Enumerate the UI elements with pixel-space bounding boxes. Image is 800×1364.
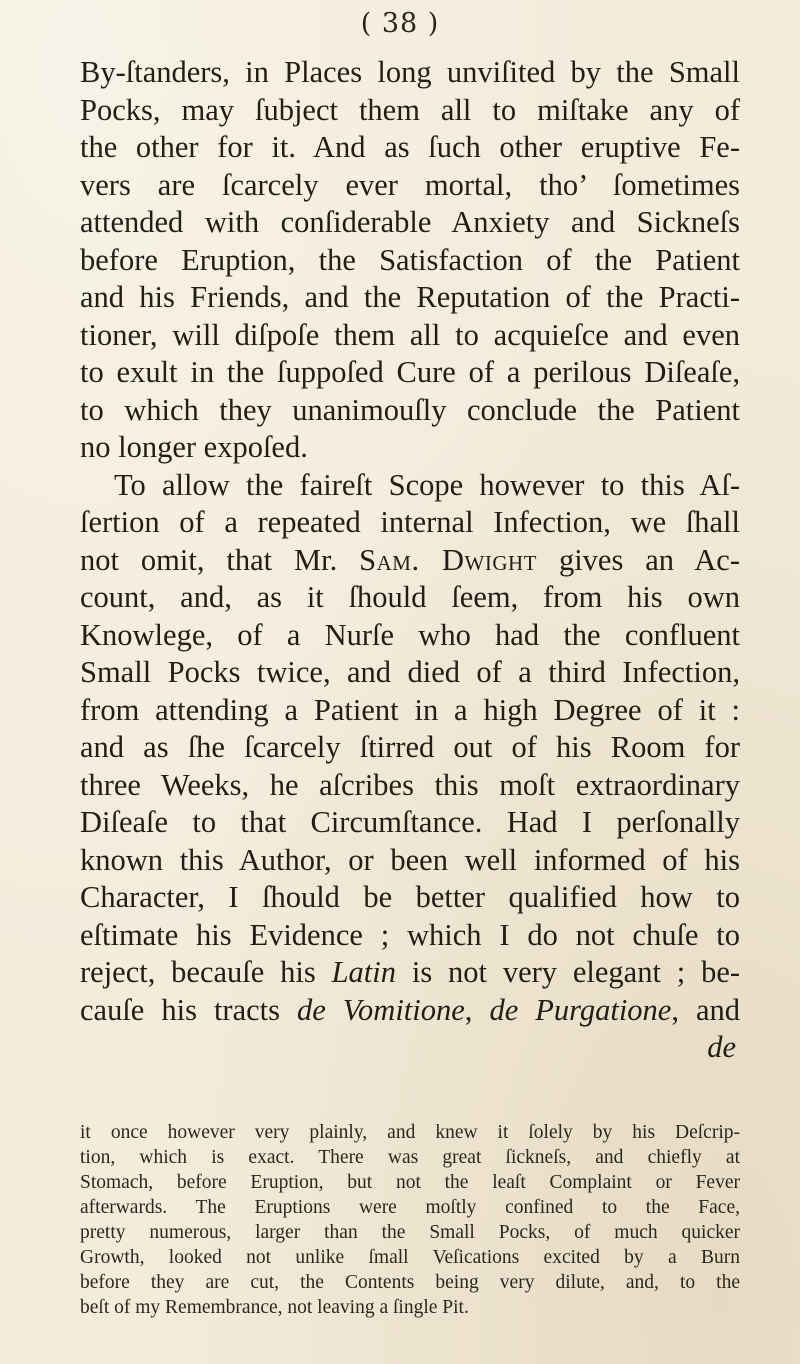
text-line: to which they unanimouſly conclude the Patient	[80, 392, 740, 427]
text-segment: cauſe his tracts	[80, 992, 280, 1027]
footnote	[80, 1120, 740, 1320]
catchword	[80, 1029, 740, 1067]
text-line: Pocks, may ſubject them all to miſtake any of	[80, 92, 740, 127]
paragraph-start-line: To allow the faireſt Scope however to this Aſ-	[114, 467, 740, 502]
text-line: and his Friends, and the Reputation of the Practi-	[80, 280, 740, 314]
footnote-line: afterwards. The Eruptions were moſtly confined to the Face,	[80, 1197, 740, 1218]
catchword-text: de	[707, 1030, 736, 1064]
text-line: attended with conſiderable Anxiety and Sickneſs	[80, 205, 740, 239]
text-line: to exult in the ſuppoſed Cure of a perilous Diſeaſe,	[80, 355, 740, 389]
text-line: three Weeks, he aſcribes this moſt extraordinary	[80, 767, 740, 802]
footnote-line: beſt of my Remembrance, not leaving a ſingle Pit.	[80, 1297, 469, 1318]
text-line: and as ſhe ſcarcely ſtirred out of his Room for	[80, 730, 740, 764]
text-line: Knowlege, of a Nurſe who had the confluent	[80, 617, 740, 652]
footnote-line: pretty numerous, larger than the Small Pocks, of much quicker	[80, 1222, 740, 1243]
text-line: eſtimate his Evidence ; which I do not chuſe to	[80, 917, 740, 952]
italic-title: de Purgatione	[489, 992, 672, 1027]
text-line: no longer expoſed.	[80, 430, 308, 464]
text-line: from attending a Patient in a high Degree of it :	[80, 692, 740, 727]
italic-title: de Vomitione	[297, 992, 465, 1027]
italic-word: Latin	[331, 955, 396, 989]
text-line: Character, I ſhould be better qualified how to	[80, 880, 740, 914]
text-line: before Eruption, the Satisfaction of the Patient	[80, 242, 740, 277]
text-segment: ,	[464, 992, 473, 1027]
text-line: By-ſtanders, in Places long unviſited by the Small	[80, 55, 740, 89]
text-segment: , and	[671, 992, 741, 1027]
footnote-line: tion, which is exact. There was great ſickneſs, and chiefly at	[80, 1147, 740, 1168]
author-name: Sam. Dwight	[359, 542, 538, 577]
text-line-with-name	[80, 542, 740, 580]
text-line-with-titles	[80, 992, 740, 1030]
footnote-line: Stomach, before Eruption, but not the leaſt Complaint or Fever	[80, 1172, 740, 1193]
text-line: vers are ſcarcely ever mortal, tho’ ſometimes	[80, 167, 740, 202]
text-line: known this Author, or been well informed of his	[80, 842, 740, 877]
text-line: Diſeaſe to that Circumſtance. Had I perſonally	[80, 805, 740, 839]
text-line: the other for it. And as ſuch other eruptive Fe-	[80, 130, 740, 164]
main-text	[80, 54, 740, 1067]
footnote-line: it once however very plainly, and knew it ſolely by his Deſcrip-	[80, 1122, 740, 1143]
text-line: Small Pocks twice, and died of a third Infection,	[80, 655, 740, 689]
page-number: ( 38 )	[360, 8, 440, 39]
text-line: tioner, will diſpoſe them all to acquieſce and even	[80, 317, 740, 352]
footnote-line: Growth, looked not unlike ſmall Veſications excited by a Burn	[80, 1247, 740, 1268]
text-line-with-italic	[80, 954, 740, 992]
text-segment: not omit, that Mr.	[80, 542, 338, 577]
text-line: ſertion of a repeated internal Infection, we ſhall	[80, 505, 740, 539]
text-segment: reject, becauſe his	[80, 955, 316, 989]
text-segment: is not very elegant ; be-	[411, 955, 741, 989]
footnote-line: before they are cut, the Contents being very dilute, and, to the	[80, 1272, 740, 1293]
text-segment: gives an Ac-	[558, 542, 740, 577]
text-line: count, and, as it ſhould ſeem, from his own	[80, 580, 740, 614]
